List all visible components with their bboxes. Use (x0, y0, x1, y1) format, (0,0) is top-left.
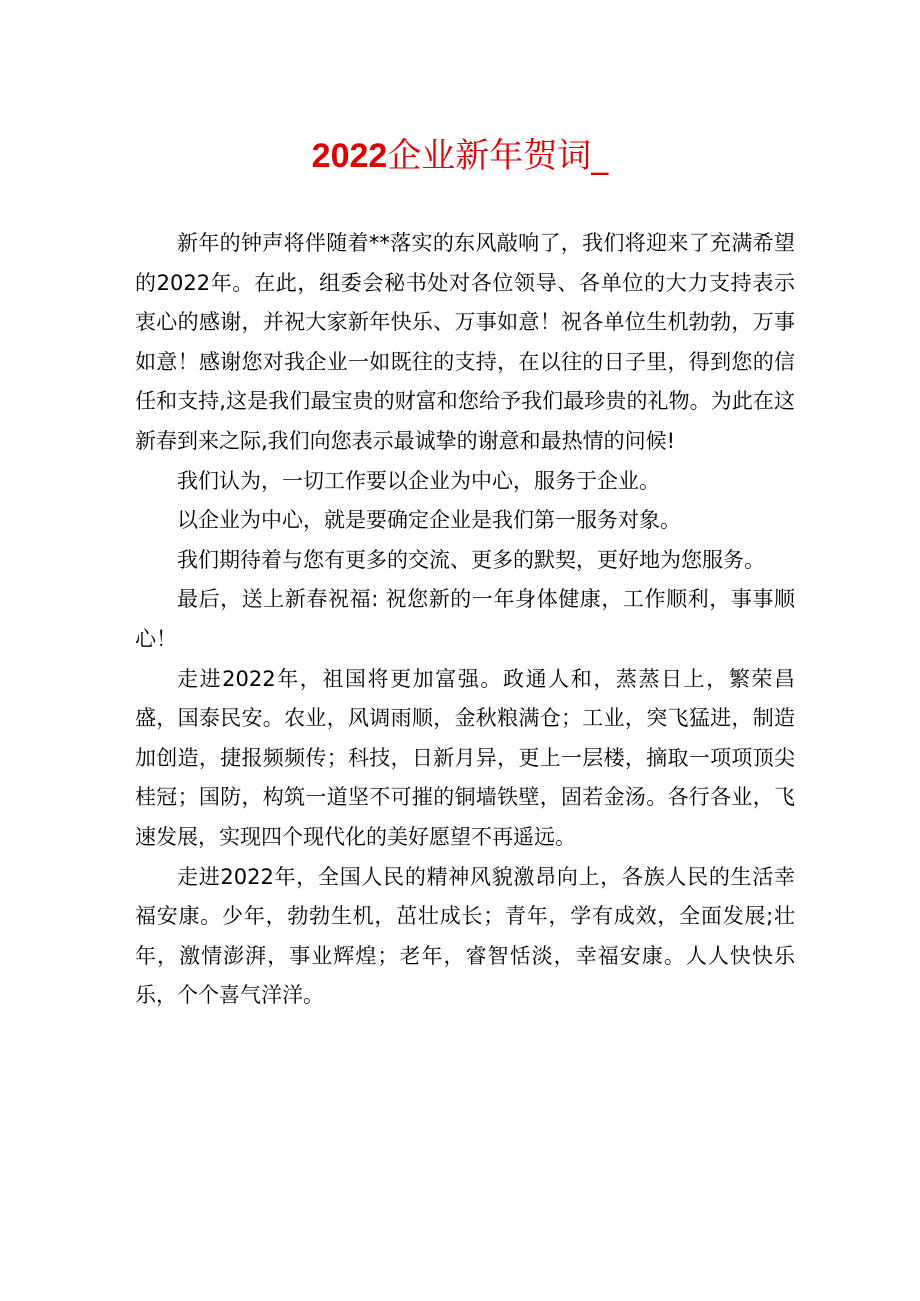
document-title (0, 133, 920, 179)
paragraph-blessing: 最后，送上新春祝福: 祝您新的一年身体健康，工作顺利，事事顺心！ (135, 587, 795, 651)
paragraph-people: 走进2022年，全国人民的精神风貌激昂向上，各族人民的生活幸福安康。少年，勃勃生机，茁壮成长；青年，学有成效，全面发展;壮年，激情澎湃，事业辉煌；老年，睿智恬淡，幸福安康。人人快快乐乐，个个喜气洋洋。 (135, 864, 795, 1008)
paragraph-intro: 新年的钟声将伴随着**落实的东风敲响了，我们将迎来了充满希望的2022年。在此，组委会秘书处对各位领导、各单位的大力支持表示衷心的感谢，并祝大家新年快乐、万事如意！祝各单位生机勃勃，万事如意！感谢您对我企业一如既往的支持，在以往的日子里，得到您的信任和支持,这是我们最宝贵的财富和您给予我们最珍贵的礼物。为此在这新春到来之际,我们向您表示最诚挚的谢意和最热情的问候! (135, 231, 795, 453)
document-body (135, 224, 795, 1016)
paragraph-belief: 我们认为，一切工作要以企业为中心，服务于企业。 (177, 468, 660, 493)
paragraph-center: 以企业为中心，就是要确定企业是我们第一服务对象。 (177, 508, 681, 533)
paragraph-expectation: 我们期待着与您有更多的交流、更多的默契，更好地为您服务。 (177, 547, 765, 572)
title-text: 企业新年贺词_ (387, 136, 609, 176)
paragraph-nation: 走进2022年，祖国将更加富强。政通人和，蒸蒸日上，繁荣昌盛，国泰民安。农业，风调雨顺，金秋粮满仓；工业，突飞猛进，制造加创造，捷报频频传；科技，日新月异，更上一层楼，摘取一项项顶尖桂冠；国防，构筑一道坚不可摧的铜墙铁壁，固若金汤。各行各业，飞速发展，实现四个现代化的美好愿望不再遥远。 (135, 666, 795, 849)
title-year: 2022 (311, 137, 388, 175)
